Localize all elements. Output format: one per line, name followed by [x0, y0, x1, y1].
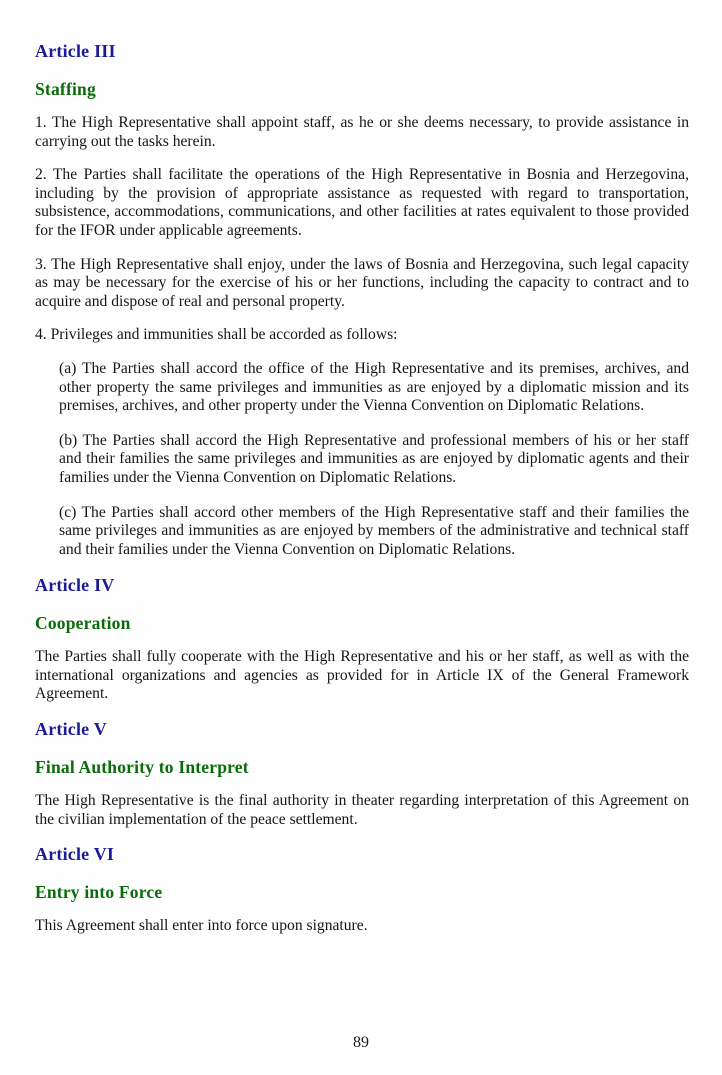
cooperation-paragraph: The Parties shall fully cooperate with the High Representative and his or her staff, as well as with the international organizations and agencies as provided for in Article IX of the General Framework Agreement.: [35, 648, 689, 703]
cooperation-heading: Cooperation: [35, 613, 131, 634]
page-number: 89: [353, 1034, 369, 1051]
staffing-paragraph-3: 3. The High Representative shall enjoy, under the laws of Bosnia and Herzegovina, such legal capacity as may be necessary for the exercise of his or her functions, including the capacity to contract and to acquire and dispose of real and personal property.: [35, 255, 689, 310]
final-authority-paragraph: The High Representative is the final authority in theater regarding interpretation of this Agreement on the civilian implementation of the peace settlement.: [35, 792, 689, 828]
article-3-heading: Article III: [35, 41, 116, 61]
article-4-heading: Article IV: [35, 575, 115, 596]
staffing-heading: Staffing: [35, 79, 96, 99]
entry-into-force-paragraph: This Agreement shall enter into force upon signature.: [35, 917, 368, 935]
staffing-paragraph-4: 4. Privileges and immunities shall be accorded as follows:: [35, 326, 398, 344]
staffing-paragraph-1: 1. The High Representative shall appoint staff, as he or she deems necessary, to provide assistance in carrying out the tasks herein.: [35, 114, 689, 150]
subparagraph-b: (b) The Parties shall accord the High Representative and professional members of his or her staff and their families the same privileges and immunities as are enjoyed by diplomatic agents and their families under the Vienna Convention on Diplomatic Relations.: [59, 431, 689, 486]
entry-into-force-heading: Entry into Force: [35, 882, 163, 903]
final-authority-heading: Final Authority to Interpret: [35, 757, 249, 778]
subparagraph-a: (a) The Parties shall accord the office of the High Representative and its premises, archives, and other property the same privileges and immunities as are enjoyed by a diplomatic mission and its premises, archives, and other property under the Vienna Convention on Diplomatic Relations.: [59, 359, 689, 415]
article-5-heading: Article V: [35, 719, 107, 740]
article-6-heading: Article VI: [35, 844, 115, 865]
staffing-paragraph-2: 2. The Parties shall facilitate the operations of the High Representative in Bosnia and Herzegovina, including by the provision of appropriate assistance as requested with regard to transportation, subsistence, accommodations, communications, and other facilities at rates equivalent to those provided for the IFOR under applicable agreements.: [35, 166, 689, 239]
subparagraph-c: (c) The Parties shall accord other members of the High Representative staff and their families the same privileges and immunities as are enjoyed by members of the administrative and technical staff and their families under the Vienna Convention on Diplomatic Relations.: [59, 503, 689, 558]
